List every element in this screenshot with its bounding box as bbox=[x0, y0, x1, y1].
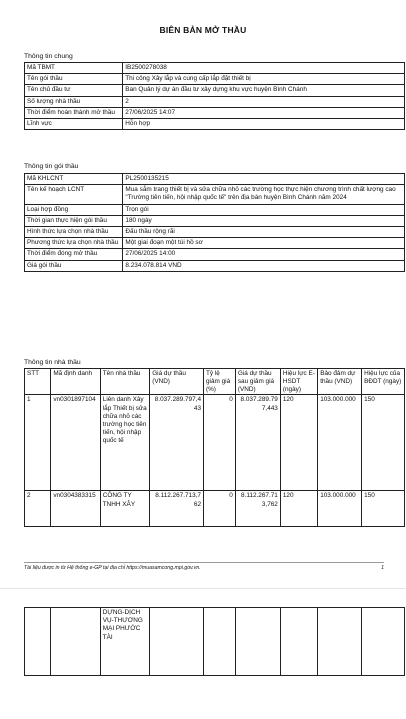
package-section-label: Thông tin gói thầu bbox=[24, 163, 79, 170]
table-row bbox=[25, 96, 405, 107]
table-row bbox=[25, 249, 405, 260]
column-header: Bảo đảm dự thầu (VND) bbox=[318, 369, 362, 395]
field-label: Lĩnh vực bbox=[25, 119, 123, 130]
table-row bbox=[25, 238, 405, 249]
column-header: STT bbox=[25, 369, 51, 395]
bidder-name: Liên danh Xây lắp Thiết bị sửa chữa nhỏ các trường học tiên tiến, hội nhập quốc tế bbox=[100, 395, 149, 491]
discount-rate: 0 bbox=[204, 491, 236, 527]
field-label: Thời điểm đóng mở thầu bbox=[25, 249, 123, 260]
field-label: Tên chủ đầu tư bbox=[25, 85, 123, 96]
field-value: 180 ngày bbox=[123, 215, 405, 226]
column-header: Hiệu lực E-HSDT (ngày) bbox=[280, 369, 317, 395]
field-value: Mua sắm trang thiết bị và sửa chữa nhỏ các trường học thực hiện chương trình chất lượng cao "Trường tiên tiến, hội nhập quốc tế" trên địa bàn huyện Bình Chánh năm 2024 bbox=[123, 185, 405, 204]
bidder-id: vn0301897104 bbox=[51, 395, 100, 491]
field-value: 27/06/2025 14:07 bbox=[123, 107, 405, 118]
bid-price: 8.037.289.797,443 bbox=[150, 395, 204, 491]
table-row bbox=[25, 107, 405, 118]
security-validity: 150 bbox=[362, 491, 405, 527]
table-row bbox=[25, 63, 405, 74]
field-value: Hỗn hợp bbox=[123, 119, 405, 130]
field-label: Tên gói thầu bbox=[25, 74, 123, 85]
bidder-name-continued: DỰNG-DỊCH VỤ-THƯƠNG MẠI PHƯỚC TÀI bbox=[100, 608, 149, 676]
validity-days: 120 bbox=[280, 395, 317, 491]
table-row bbox=[25, 215, 405, 226]
table-header-row bbox=[25, 369, 405, 395]
bidder-name: CÔNG TY TNHH XÂY bbox=[100, 491, 149, 527]
bid-security: 103.000.000 bbox=[318, 395, 362, 491]
bidders-table-continuation bbox=[24, 607, 405, 676]
general-section-label: Thông tin chung bbox=[24, 53, 73, 60]
discount-rate: 0 bbox=[204, 395, 236, 491]
document-title: BIÊN BẢN MỞ THẦU bbox=[159, 25, 247, 35]
column-header: Giá dự thầu (VND) bbox=[150, 369, 204, 395]
column-header: Mã định danh bbox=[51, 369, 100, 395]
table-row bbox=[25, 174, 405, 185]
field-label: Hình thức lựa chọn nhà thầu bbox=[25, 227, 123, 238]
field-value: Ban Quản lý dự án đầu tư xây dựng khu vực huyện Bình Chánh bbox=[123, 85, 405, 96]
page-footer bbox=[24, 562, 384, 571]
field-label: Thời điểm hoàn thành mở thầu bbox=[25, 107, 123, 118]
bid-price: 8.112.267.713,762 bbox=[150, 491, 204, 527]
table-row bbox=[25, 74, 405, 85]
table-row bbox=[25, 260, 405, 271]
field-value: 27/06/2025 14:00 bbox=[123, 249, 405, 260]
table-row bbox=[25, 491, 405, 527]
field-label: Tên kế hoạch LCNT bbox=[25, 185, 123, 204]
table-row bbox=[25, 395, 405, 491]
table-row bbox=[25, 608, 405, 676]
footer-note: Tài liệu được in từ Hệ thống e-GP tại địa chỉ https://muasamcong.mpi.gov.vn. bbox=[24, 565, 201, 571]
field-value: Một giai đoạn một túi hồ sơ bbox=[123, 238, 405, 249]
column-header: Hiệu lực của BĐDT (ngày) bbox=[362, 369, 405, 395]
field-value: IB2500278038 bbox=[123, 63, 405, 74]
field-label: Số lượng nhà thầu bbox=[25, 96, 123, 107]
table-row bbox=[25, 85, 405, 96]
general-info-table bbox=[24, 62, 405, 130]
bidder-index: 2 bbox=[25, 491, 51, 527]
page-number: 1 bbox=[381, 565, 384, 571]
field-value: Đấu thầu rộng rãi bbox=[123, 227, 405, 238]
security-validity: 150 bbox=[362, 395, 405, 491]
column-header: Tỷ lệ giảm giá (%) bbox=[204, 369, 236, 395]
field-value: 8.234.078.814 VND bbox=[123, 260, 405, 271]
bidders-section-label: Thông tin nhà thầu bbox=[24, 359, 81, 366]
field-value: Trọn gói bbox=[123, 204, 405, 215]
field-value: Thi công Xây lắp và cung cấp lắp đặt thiết bị bbox=[123, 74, 405, 85]
bidder-index: 1 bbox=[25, 395, 51, 491]
field-value: 2 bbox=[123, 96, 405, 107]
field-label: Thời gian thực hiện gói thầu bbox=[25, 215, 123, 226]
bidders-table bbox=[24, 368, 405, 527]
validity-days: 120 bbox=[280, 491, 317, 527]
bidder-id: vn0304383315 bbox=[51, 491, 100, 527]
page-break bbox=[0, 588, 406, 589]
column-header: Giá dự thầu sau giảm giá (VND) bbox=[235, 369, 280, 395]
table-row bbox=[25, 119, 405, 130]
field-label: Phương thức lựa chọn nhà thầu bbox=[25, 238, 123, 249]
table-row bbox=[25, 204, 405, 215]
field-label: Giá gói thầu bbox=[25, 260, 123, 271]
field-label: Loại hợp đồng bbox=[25, 204, 123, 215]
column-header: Tên nhà thầu bbox=[100, 369, 149, 395]
table-row bbox=[25, 227, 405, 238]
field-label: Mã TBMT bbox=[25, 63, 123, 74]
field-value: PL2500135215 bbox=[123, 174, 405, 185]
field-label: Mã KHLCNT bbox=[25, 174, 123, 185]
discounted-price: 8.037.289.797,443 bbox=[235, 395, 280, 491]
discounted-price: 8.112.267.713,762 bbox=[235, 491, 280, 527]
package-info-table bbox=[24, 173, 405, 272]
table-row bbox=[25, 185, 405, 204]
bid-security: 103.000.000 bbox=[318, 491, 362, 527]
